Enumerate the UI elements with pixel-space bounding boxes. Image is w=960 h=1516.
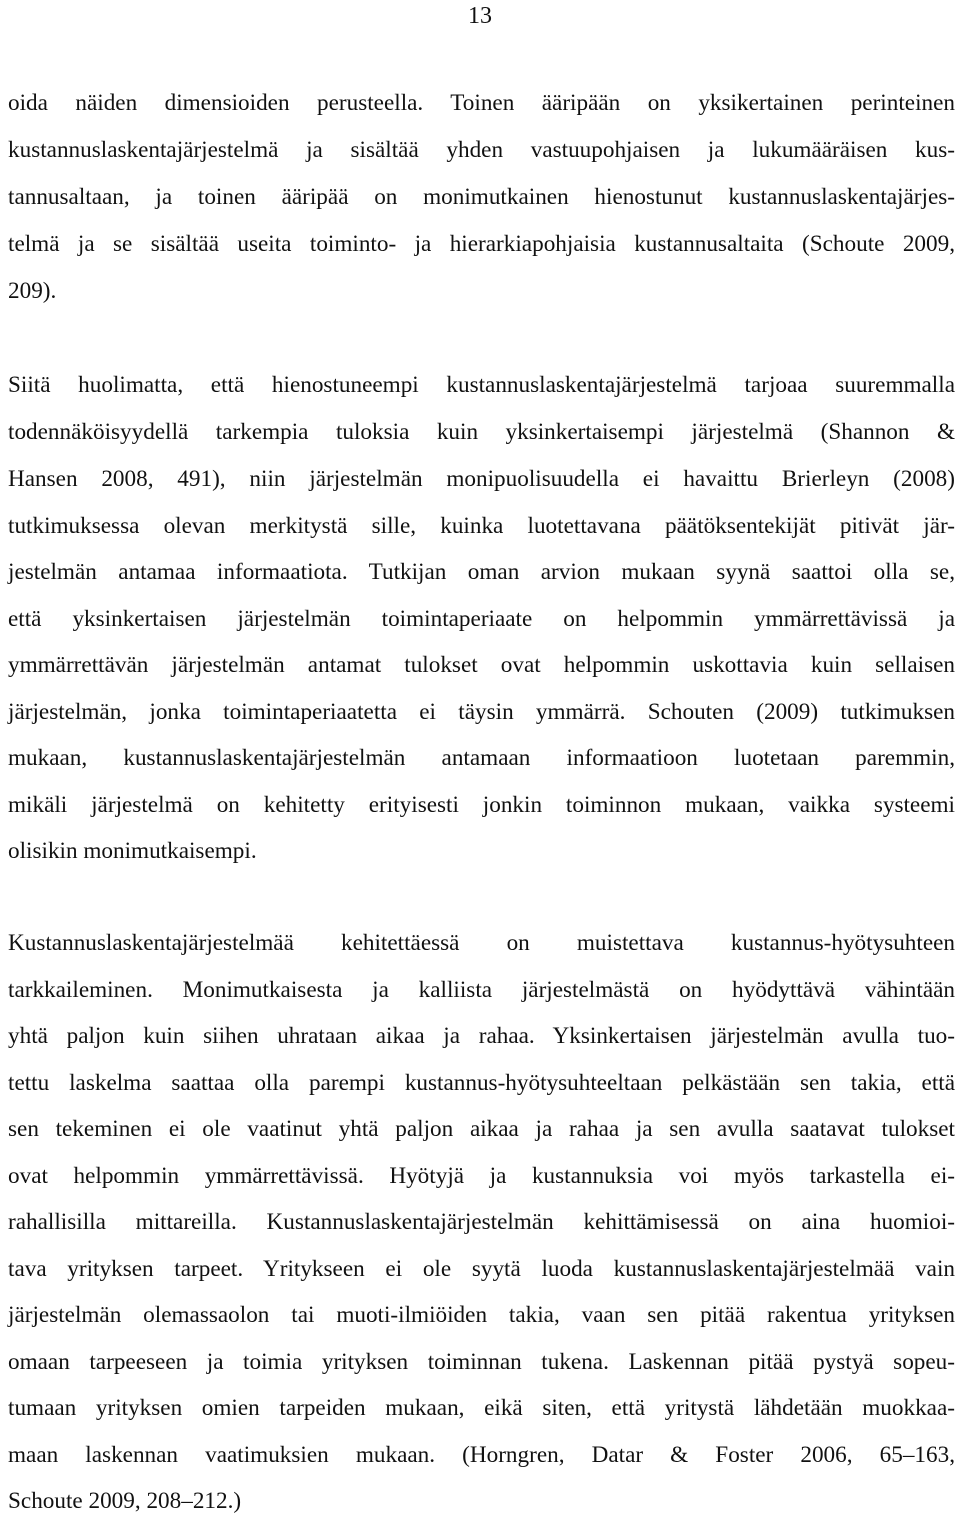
text-line: tava yrityksen tarpeet. Yritykseen ei ole syytä luoda kustannuslaskentajärjestelmää vain bbox=[8, 1256, 955, 1282]
text-line: mukaan, kustannuslaskentajärjestelmän antamaan informaatioon luotetaan paremmin, bbox=[8, 745, 955, 771]
text-line: jestelmän antamaa informaatiota. Tutkijan oman arvion mukaan syynä saattoi olla se, bbox=[8, 559, 955, 585]
page-number: 13 bbox=[468, 3, 492, 29]
text-line: tumaan yrityksen omien tarpeiden mukaan, eikä siten, että yritystä lähdetään muokkaa- bbox=[8, 1395, 955, 1421]
text-line: maan laskennan vaatimuksien mukaan. (Horngren, Datar & Foster 2006, 65–163, bbox=[8, 1442, 955, 1468]
text-line: tettu laskelma saattaa olla parempi kustannus-hyötysuhteeltaan pelkästään sen takia, että bbox=[8, 1070, 955, 1096]
text-line: mikäli järjestelmä on kehitetty erityisesti jonkin toiminnon mukaan, vaikka systeemi bbox=[8, 792, 955, 818]
text-line: tarkkaileminen. Monimutkaisesta ja kalliista järjestelmästä on hyödyttävä vähintään bbox=[8, 977, 955, 1003]
text-line: järjestelmän olemassaolon tai muoti-ilmiöiden takia, vaan sen pitää rakentua yrityksen bbox=[8, 1302, 955, 1328]
text-line: tutkimuksessa olevan merkitystä sille, kuinka luotettavana päätöksentekijät pitivät jär- bbox=[8, 513, 955, 539]
text-line: sen tekeminen ei ole vaatinut yhtä paljon aikaa ja rahaa ja sen avulla saatavat tulokset bbox=[8, 1116, 955, 1142]
text-line: Kustannuslaskentajärjestelmää kehitettäessä on muistettava kustannus-hyötysuhteen bbox=[8, 930, 955, 956]
text-line: olisikin monimutkaisempi. bbox=[8, 838, 257, 864]
text-line: Siitä huolimatta, että hienostuneempi kustannuslaskentajärjestelmä tarjoaa suuremmalla bbox=[8, 372, 955, 398]
text-line: rahallisilla mittareilla. Kustannuslaskentajärjestelmän kehittämisessä on aina huomioi- bbox=[8, 1209, 955, 1235]
text-line: Hansen 2008, 491), niin järjestelmän monipuolisuudella ei havaittu Brierleyn (2008) bbox=[8, 466, 955, 492]
text-line: oida näiden dimensioiden perusteella. Toinen ääripään on yksikertainen perinteinen bbox=[8, 90, 955, 116]
text-line: 209). bbox=[8, 278, 57, 304]
text-line: yhtä paljon kuin siihen uhrataan aikaa ja rahaa. Yksinkertaisen järjestelmän avulla tuo- bbox=[8, 1023, 955, 1049]
text-line: todennäköisyydellä tarkempia tuloksia kuin yksinkertaisempi järjestelmä (Shannon & bbox=[8, 419, 955, 445]
text-line: omaan tarpeeseen ja toimia yrityksen toiminnan tukena. Laskennan pitää pystyä sopeu- bbox=[8, 1349, 955, 1375]
text-line: ymmärrettävän järjestelmän antamat tulokset ovat helpommin uskottavia kuin sellaisen bbox=[8, 652, 955, 678]
text-line: että yksinkertaisen järjestelmän toimintaperiaate on helpommin ymmärrettävissä ja bbox=[8, 606, 955, 632]
text-line: Schoute 2009, 208–212.) bbox=[8, 1488, 242, 1514]
text-line: kustannuslaskentajärjestelmä ja sisältää yhden vastuupohjaisen ja lukumääräisen kus- bbox=[8, 137, 955, 163]
text-line: telmä ja se sisältää useita toiminto- ja hierarkiapohjaisia kustannusaltaita (Schoute 2009, bbox=[8, 231, 955, 257]
text-line: järjestelmän, jonka toimintaperiaatetta ei täysin ymmärrä. Schouten (2009) tutkimuksen bbox=[8, 699, 955, 725]
text-line: tannusaltaan, ja toinen ääripää on monimutkainen hienostunut kustannuslaskentajärjes- bbox=[8, 184, 955, 210]
text-line: ovat helpommin ymmärrettävissä. Hyötyjä ja kustannuksia voi myös tarkastella ei- bbox=[8, 1163, 955, 1189]
